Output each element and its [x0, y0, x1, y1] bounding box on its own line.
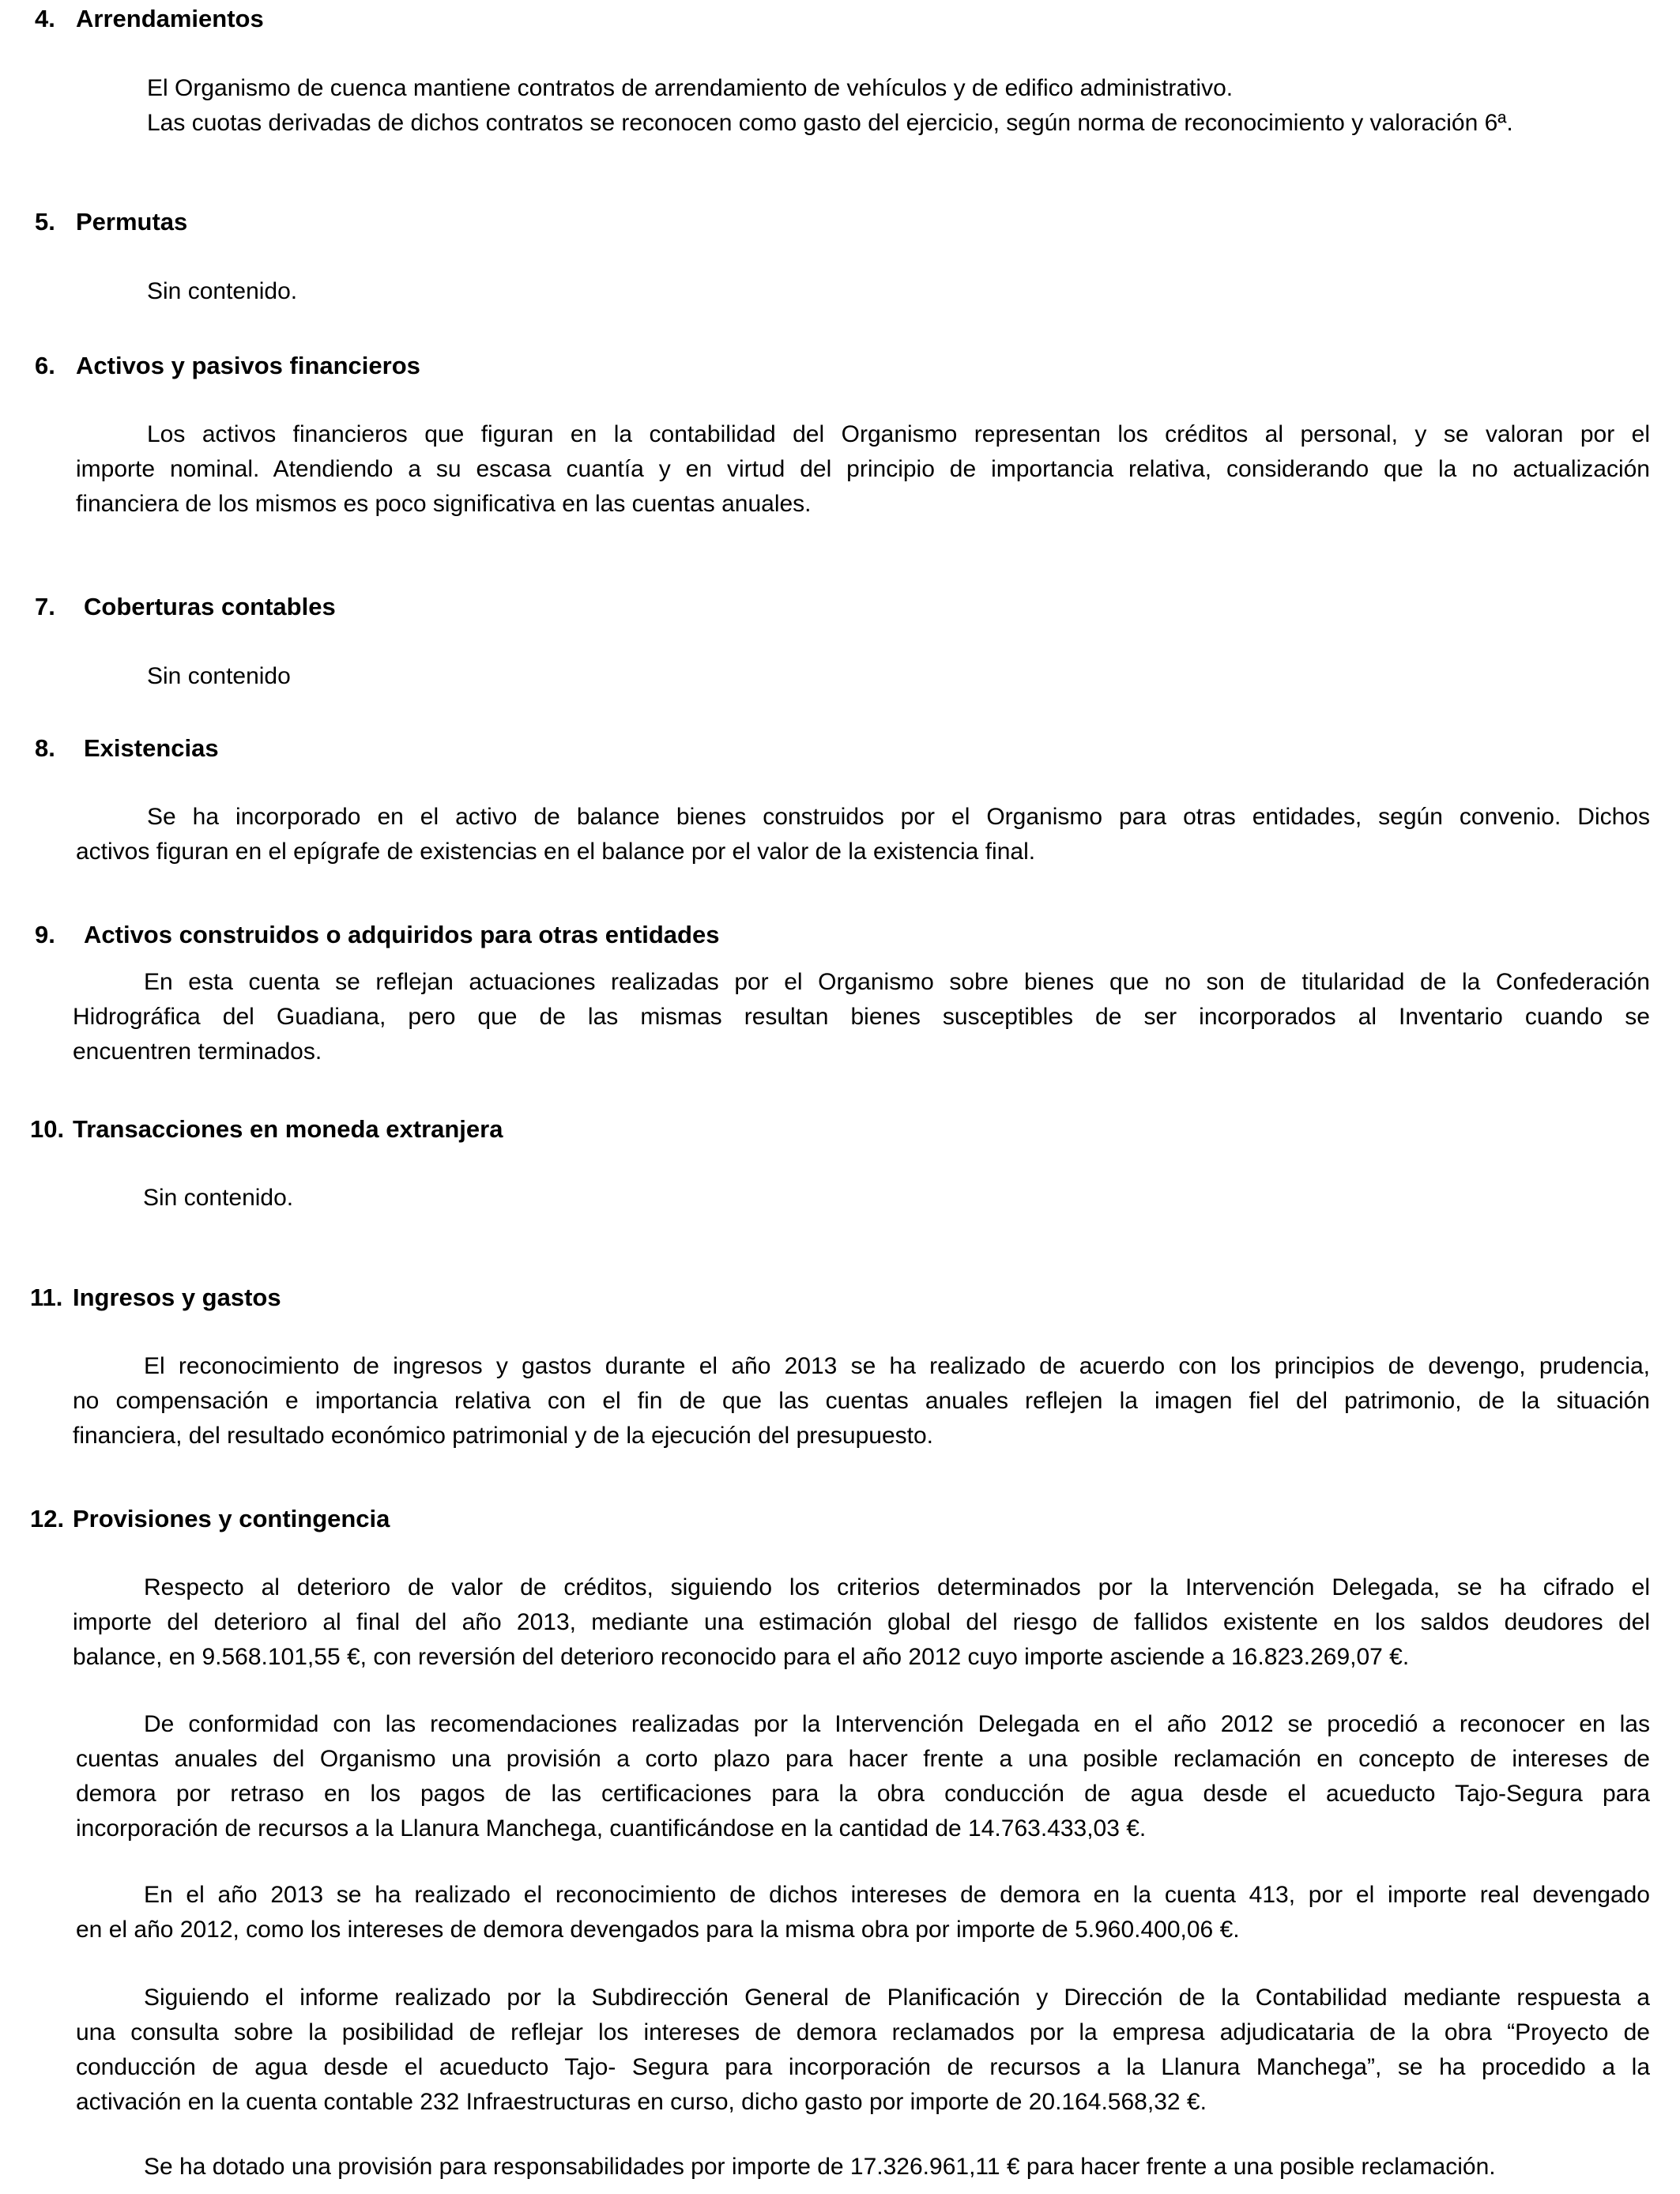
section-11-paragraph — [73, 1349, 1650, 1453]
section-number: 8. — [35, 734, 55, 762]
paragraph-line: no compensación e importancia relativa con el fin de que las cuentas anuales reflejen la imagen fiel del patrimonio, de la situación — [73, 1388, 1650, 1414]
paragraph-line: Siguiendo el informe realizado por la Subdirección General de Planificación y Dirección de la Contabilidad mediante respuesta a — [144, 1985, 1650, 2011]
section-12-paragraph-4 — [76, 1981, 1650, 2120]
section-4-line-1: El Organismo de cuenca mantiene contratos de arrendamiento de vehículos y de edifico administrativo. — [147, 75, 1234, 101]
paragraph-line: Los activos financieros que figuran en la contabilidad del Organismo representan los créditos al personal, y se valoran por el — [147, 421, 1650, 447]
section-number: 7. — [35, 593, 55, 620]
section-4-line-2: Las cuotas derivadas de dichos contratos se reconocen como gasto del ejercicio, según norma de reconocimiento y valoración 6ª. — [147, 110, 1513, 136]
section-9-paragraph — [73, 965, 1650, 1069]
paragraph-line: importe nominal. Atendiendo a su escasa cuantía y en virtud del principio de importancia relativa, considerando que la no actualización — [76, 456, 1650, 482]
section-title: Permutas — [76, 208, 188, 236]
paragraph-line: financiera, del resultado económico patrimonial y de la ejecución del presupuesto. — [73, 1423, 933, 1449]
paragraph-line: incorporación de recursos a la Llanura Manchega, cuantificándose en la cantidad de 14.763.433,03 €. — [76, 1815, 1147, 1842]
section-12-paragraph-3 — [76, 1878, 1650, 1947]
section-12-paragraph-5: Se ha dotado una provisión para responsabilidades por importe de 17.326.961,11 € para hacer frente a una posible reclamación. — [144, 2154, 1496, 2180]
paragraph-line: activación en la cuenta contable 232 Infraestructuras en curso, dicho gasto por importe de 20.164.568,32 €. — [76, 2089, 1207, 2115]
section-heading-5 — [35, 205, 187, 239]
paragraph-line: Se ha incorporado en el activo de balance bienes construidos por el Organismo para otras entidades, según convenio. Dichos — [147, 804, 1650, 830]
section-8-paragraph — [76, 800, 1650, 869]
section-title: Arrendamientos — [76, 5, 264, 32]
section-12-paragraph-2 — [76, 1707, 1650, 1846]
section-number: 11. — [30, 1284, 63, 1311]
section-heading-4 — [35, 2, 264, 36]
section-number: 9. — [35, 921, 55, 948]
section-heading-12 — [30, 1502, 390, 1536]
section-number: 5. — [35, 208, 55, 236]
paragraph-line: financiera de los mismos es poco significativa en las cuentas anuales. — [76, 491, 812, 517]
section-number: 4. — [35, 5, 55, 32]
section-title: Transacciones en moneda extranjera — [73, 1115, 503, 1143]
section-heading-8 — [35, 731, 219, 766]
paragraph-line: De conformidad con las recomendaciones realizadas por la Intervención Delegada en el año 2012 se procedió a reconocer en las — [144, 1711, 1650, 1737]
section-10-text: Sin contenido. — [143, 1185, 294, 1211]
section-heading-6 — [35, 349, 420, 383]
section-number: 12. — [30, 1505, 65, 1532]
section-title: Activos y pasivos financieros — [76, 352, 420, 379]
paragraph-line: Hidrográfica del Guadiana, pero que de las mismas resultan bienes susceptibles de ser incorporados al Inventario cuando se — [73, 1004, 1650, 1030]
paragraph-line: activos figuran en el epígrafe de existencias en el balance por el valor de la existencia final. — [76, 839, 1036, 865]
section-title: Provisiones y contingencia — [73, 1505, 390, 1532]
paragraph-line: balance, en 9.568.101,55 €, con reversión del deterioro reconocido para el año 2012 cuyo importe asciende a 16.823.269,07 €. — [73, 1644, 1410, 1670]
paragraph-line: cuentas anuales del Organismo una provisión a corto plazo para hacer frente a una posible reclamación en concepto de intereses de — [76, 1746, 1650, 1772]
paragraph-line: En esta cuenta se reflejan actuaciones realizadas por el Organismo sobre bienes que no son de titularidad de la Confederación — [144, 969, 1650, 995]
section-5-text: Sin contenido. — [147, 278, 298, 304]
section-heading-7 — [35, 590, 336, 624]
paragraph-line: Respecto al deterioro de valor de créditos, siguiendo los criterios determinados por la Intervención Delegada, se ha cifrado el — [144, 1574, 1650, 1600]
section-number: 6. — [35, 352, 55, 379]
paragraph-line: en el año 2012, como los intereses de demora devengados para la misma obra por importe de 5.960.400,06 €. — [76, 1917, 1240, 1943]
section-heading-11 — [30, 1280, 281, 1315]
section-7-text: Sin contenido — [147, 663, 291, 689]
section-title: Activos construidos o adquiridos para otras entidades — [84, 921, 720, 948]
section-number: 10. — [30, 1115, 65, 1143]
paragraph-line: El reconocimiento de ingresos y gastos durante el año 2013 se ha realizado de acuerdo con los principios de devengo, prudencia, — [144, 1353, 1650, 1379]
paragraph-line: conducción de agua desde el acueducto Tajo- Segura para incorporación de recursos a la Llanura Manchega”, se ha procedido a la — [76, 2054, 1650, 2080]
paragraph-line: demora por retraso en los pagos de las certificaciones para la obra conducción de agua desde el acueducto Tajo-Segura para — [76, 1781, 1650, 1807]
section-title: Ingresos y gastos — [73, 1284, 281, 1311]
section-heading-9 — [35, 918, 719, 952]
section-6-paragraph — [76, 417, 1650, 522]
section-title: Coberturas contables — [84, 593, 336, 620]
section-12-paragraph-1 — [73, 1570, 1650, 1675]
paragraph-line: encuentren terminados. — [73, 1039, 322, 1065]
paragraph-line: importe del deterioro al final del año 2013, mediante una estimación global del riesgo de fallidos existente en los saldos deudores del — [73, 1609, 1650, 1635]
paragraph-line: En el año 2013 se ha realizado el reconocimiento de dichos intereses de demora en la cuenta 413, por el importe real devengado — [144, 1882, 1650, 1908]
section-title: Existencias — [84, 734, 219, 762]
paragraph-line: una consulta sobre la posibilidad de reflejar los intereses de demora reclamados por la empresa adjudicataria de la obra “Proyecto de — [76, 2019, 1650, 2045]
section-heading-10 — [30, 1112, 503, 1147]
